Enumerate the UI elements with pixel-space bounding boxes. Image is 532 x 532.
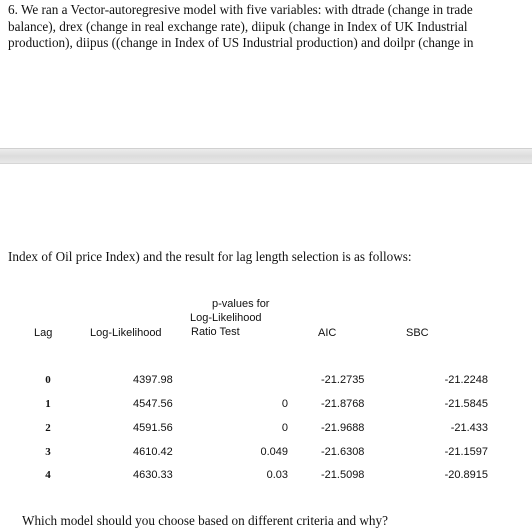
cell-lag: 0: [45, 374, 51, 386]
header-lag: Lag: [34, 327, 53, 339]
header-sbc: SBC: [406, 327, 429, 339]
cell-pvalue: 0: [281, 422, 288, 434]
cell-aic: -21.6308: [321, 446, 365, 458]
cell-sbc: -21.2248: [444, 374, 488, 386]
question-line: 6. We ran a Vector-autoregresive model with five variables: with dtrade (change in trade: [8, 2, 473, 17]
cell-loglik: 4610.42: [133, 446, 173, 458]
cell-aic: -21.9688: [321, 422, 365, 434]
cell-aic: -21.8768: [321, 398, 365, 410]
page-separator: [0, 148, 532, 164]
cell-loglik: 4547.56: [133, 398, 173, 410]
header-log-likelihood: Log-Likelihood: [90, 327, 162, 339]
cell-sbc: -21.1597: [444, 446, 488, 458]
question-text: [8, 2, 524, 52]
cell-lag: 3: [45, 446, 51, 458]
cell-loglik: 4630.33: [133, 469, 173, 481]
cell-sbc: -21.5845: [444, 398, 488, 410]
cell-sbc: -21.433: [450, 422, 488, 434]
cell-pvalue: 0.049: [260, 446, 288, 458]
cell-lag: 4: [45, 469, 51, 481]
cell-aic: -21.2735: [321, 374, 365, 386]
cell-aic: -21.5098: [321, 469, 365, 481]
question-prompt: Which model should you choose based on different criteria and why?: [22, 513, 388, 528]
question-continuation: Index of Oil price Index) and the result for lag length selection is as follows:: [8, 249, 412, 264]
header-aic: AIC: [318, 327, 337, 339]
question-line: balance), drex (change in real exchange rate), diipuk (change in Index of UK Industrial: [8, 18, 468, 34]
cell-sbc: -20.8915: [444, 469, 488, 481]
header-pvalues-line3: Ratio Test: [191, 326, 240, 338]
cell-pvalue: 0: [281, 398, 288, 410]
cell-loglik: 4591.56: [133, 422, 173, 434]
cell-lag: 2: [45, 422, 51, 434]
cell-loglik: 4397.98: [133, 374, 173, 386]
header-pvalues-line2: Log-Likelihood: [190, 312, 262, 324]
header-pvalues-line1: p-values for: [212, 298, 270, 310]
cell-lag: 1: [45, 398, 51, 410]
cell-pvalue: 0.03: [266, 469, 288, 481]
question-line: production), diipus ((change in Index of US Industrial production) and doilpr (change in: [8, 35, 474, 50]
